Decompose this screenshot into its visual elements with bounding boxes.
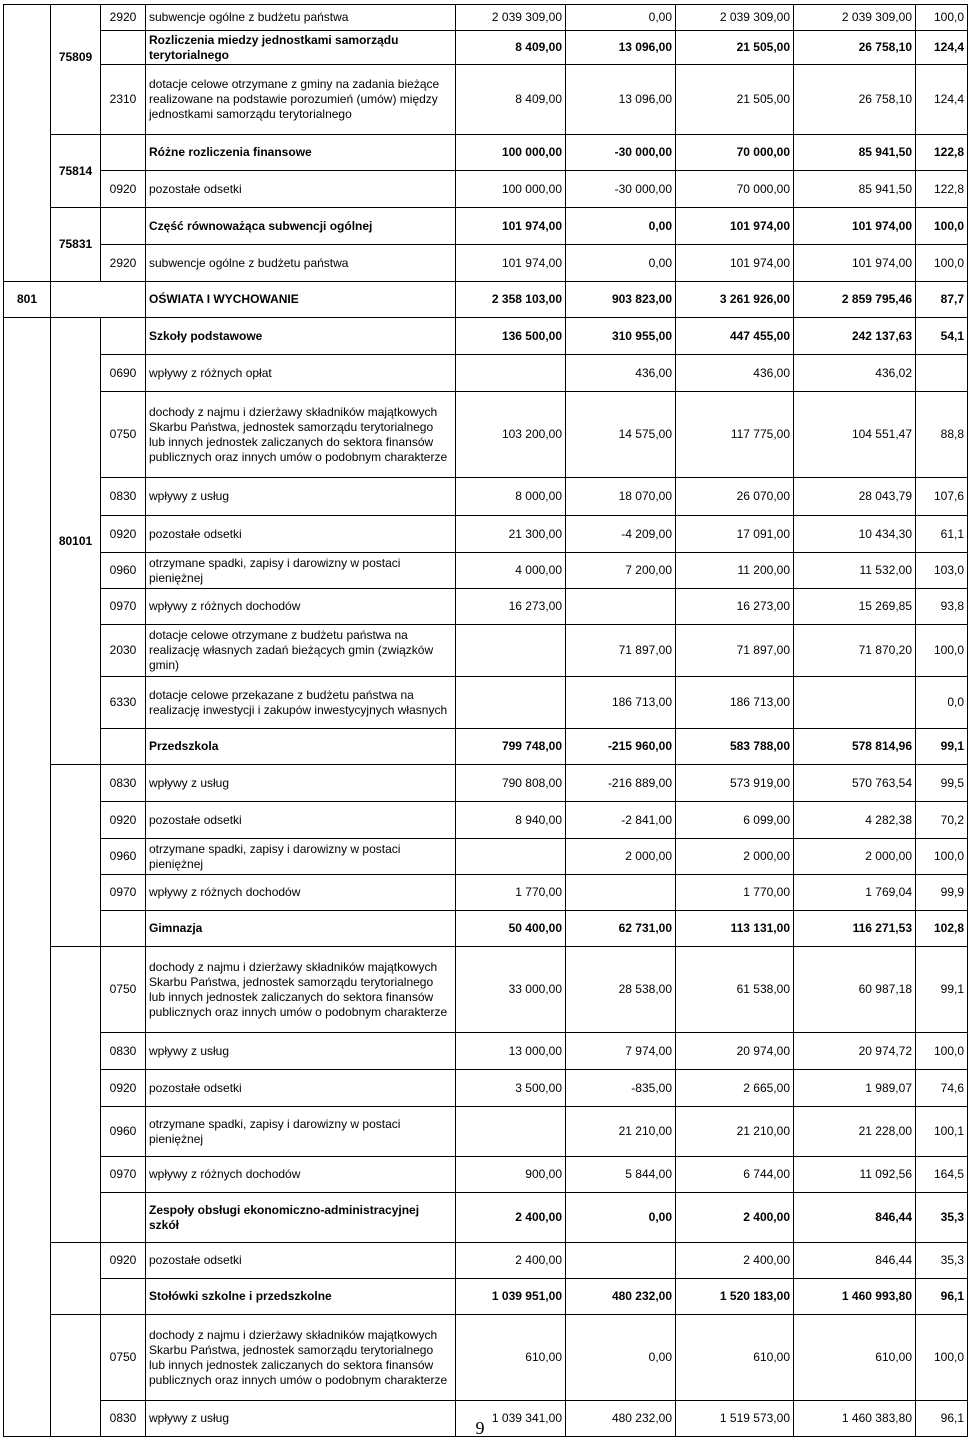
paragraf-description: dochody z najmu i dzierżawy składników majątkowych Skarbu Państwa, jednostek samorządu terytorialnego lub innych jednostek zaliczanych do sektora finansów publicznych oraz innych umów o podobnym charakterze bbox=[146, 947, 456, 1033]
change-value: 28 538,00 bbox=[566, 947, 676, 1033]
percent-value: 100,0 bbox=[916, 208, 968, 245]
change-value: 0,00 bbox=[566, 1193, 676, 1243]
percent-value: 99,9 bbox=[916, 875, 968, 911]
execution-value: 85 941,50 bbox=[794, 171, 916, 208]
plan-value: 2 400,00 bbox=[456, 1243, 566, 1279]
plan-value: 101 974,00 bbox=[456, 208, 566, 245]
execution-value: 1 460 993,80 bbox=[794, 1279, 916, 1315]
plan-after-change-value: 2 400,00 bbox=[676, 1193, 794, 1243]
change-value: 71 897,00 bbox=[566, 625, 676, 677]
plan-after-change-value: 61 538,00 bbox=[676, 947, 794, 1033]
table-row bbox=[4, 135, 968, 171]
table-body bbox=[4, 5, 968, 1437]
change-value: 436,00 bbox=[566, 355, 676, 392]
paragraf-description: wpływy z różnych opłat bbox=[146, 355, 456, 392]
plan-after-change-value: 583 788,00 bbox=[676, 729, 794, 765]
execution-value: 10 434,30 bbox=[794, 516, 916, 553]
plan-value: 103 200,00 bbox=[456, 392, 566, 478]
table-row bbox=[4, 478, 968, 516]
paragraf-description: otrzymane spadki, zapisy i darowizny w postaci pieniężnej bbox=[146, 839, 456, 875]
plan-after-change-value: 21 505,00 bbox=[676, 65, 794, 135]
percent-value: 99,5 bbox=[916, 765, 968, 802]
section-title: Stołówki szkolne i przedszkolne bbox=[146, 1279, 456, 1315]
plan-value: 33 000,00 bbox=[456, 947, 566, 1033]
paragraf-description: pozostałe odsetki bbox=[146, 516, 456, 553]
plan-value: 2 400,00 bbox=[456, 1193, 566, 1243]
table-row bbox=[4, 1157, 968, 1193]
change-value: 13 096,00 bbox=[566, 31, 676, 65]
paragraf-code: 0960 bbox=[101, 1107, 146, 1157]
plan-after-change-value: 1 519 573,00 bbox=[676, 1401, 794, 1437]
execution-value: 71 870,20 bbox=[794, 625, 916, 677]
execution-value: 116 271,53 bbox=[794, 911, 916, 947]
table-row bbox=[4, 282, 968, 318]
plan-after-change-value: 2 400,00 bbox=[676, 1243, 794, 1279]
percent-value: 61,1 bbox=[916, 516, 968, 553]
paragraf-code: 0920 bbox=[101, 516, 146, 553]
plan-value: 2 039 309,00 bbox=[456, 5, 566, 31]
change-value: 186 713,00 bbox=[566, 677, 676, 729]
plan-after-change-value: 6 744,00 bbox=[676, 1157, 794, 1193]
plan-value: 8 409,00 bbox=[456, 31, 566, 65]
paragraf-code: 6330 bbox=[101, 677, 146, 729]
percent-value: 96,1 bbox=[916, 1401, 968, 1437]
section-title: Przedszkola bbox=[146, 729, 456, 765]
dzial-code: 801 bbox=[4, 282, 51, 318]
change-value: 480 232,00 bbox=[566, 1279, 676, 1315]
execution-value: 20 974,72 bbox=[794, 1033, 916, 1070]
rozdzial-code bbox=[51, 1243, 101, 1315]
percent-value: 35,3 bbox=[916, 1243, 968, 1279]
plan-after-change-value: 26 070,00 bbox=[676, 478, 794, 516]
execution-value: 11 092,56 bbox=[794, 1157, 916, 1193]
plan-value: 1 039 951,00 bbox=[456, 1279, 566, 1315]
table-row bbox=[4, 1315, 968, 1401]
plan-value bbox=[456, 677, 566, 729]
percent-value: 87,7 bbox=[916, 282, 968, 318]
percent-value: 164,5 bbox=[916, 1157, 968, 1193]
percent-value: 96,1 bbox=[916, 1279, 968, 1315]
paragraf-description: dotacje celowe otrzymane z budżetu państwa na realizację własnych zadań bieżących gmin (związków gmin) bbox=[146, 625, 456, 677]
plan-after-change-value: 21 210,00 bbox=[676, 1107, 794, 1157]
change-value: 310 955,00 bbox=[566, 318, 676, 355]
change-value: -835,00 bbox=[566, 1070, 676, 1107]
execution-value: 610,00 bbox=[794, 1315, 916, 1401]
change-value: -216 889,00 bbox=[566, 765, 676, 802]
change-value: 480 232,00 bbox=[566, 1401, 676, 1437]
percent-value: 100,0 bbox=[916, 5, 968, 31]
paragraf-code bbox=[101, 1279, 146, 1315]
paragraf-code: 0750 bbox=[101, 1315, 146, 1401]
plan-value: 790 808,00 bbox=[456, 765, 566, 802]
plan-after-change-value: 11 200,00 bbox=[676, 553, 794, 589]
paragraf-code: 0830 bbox=[101, 1401, 146, 1437]
percent-value: 102,8 bbox=[916, 911, 968, 947]
percent-value: 88,8 bbox=[916, 392, 968, 478]
percent-value: 93,8 bbox=[916, 589, 968, 625]
plan-value: 21 300,00 bbox=[456, 516, 566, 553]
table-row bbox=[4, 31, 968, 65]
plan-value: 900,00 bbox=[456, 1157, 566, 1193]
paragraf-code: 0970 bbox=[101, 1157, 146, 1193]
execution-value: 11 532,00 bbox=[794, 553, 916, 589]
paragraf-description: dochody z najmu i dzierżawy składników majątkowych Skarbu Państwa, jednostek samorządu terytorialnego lub innych jednostek zaliczanych do sektora finansów publicznych oraz innych umów o podobnym charakterze bbox=[146, 392, 456, 478]
table-row bbox=[4, 911, 968, 947]
paragraf-description: wpływy z usług bbox=[146, 1033, 456, 1070]
percent-value: 124,4 bbox=[916, 31, 968, 65]
paragraf-description: pozostałe odsetki bbox=[146, 1243, 456, 1279]
dzial-cell bbox=[4, 5, 51, 282]
paragraf-code bbox=[101, 318, 146, 355]
change-value bbox=[566, 589, 676, 625]
paragraf-code: 2920 bbox=[101, 245, 146, 282]
paragraf-description: dochody z najmu i dzierżawy składników majątkowych Skarbu Państwa, jednostek samorządu terytorialnego lub innych jednostek zaliczanych do sektora finansów publicznych oraz innych umów o podobnym charakterze bbox=[146, 1315, 456, 1401]
plan-value: 13 000,00 bbox=[456, 1033, 566, 1070]
table-row bbox=[4, 729, 968, 765]
plan-value: 4 000,00 bbox=[456, 553, 566, 589]
percent-value: 99,1 bbox=[916, 947, 968, 1033]
table-row bbox=[4, 839, 968, 875]
paragraf-code: 0830 bbox=[101, 478, 146, 516]
section-title: Gimnazja bbox=[146, 911, 456, 947]
percent-value: 122,8 bbox=[916, 171, 968, 208]
section-title: Zespoły obsługi ekonomiczno-administracyjnej szkół bbox=[146, 1193, 456, 1243]
execution-value: 1 460 383,80 bbox=[794, 1401, 916, 1437]
change-value: 0,00 bbox=[566, 1315, 676, 1401]
plan-after-change-value: 436,00 bbox=[676, 355, 794, 392]
execution-value: 2 859 795,46 bbox=[794, 282, 916, 318]
table-row bbox=[4, 553, 968, 589]
plan-value: 100 000,00 bbox=[456, 171, 566, 208]
table-row bbox=[4, 5, 968, 31]
plan-value: 610,00 bbox=[456, 1315, 566, 1401]
execution-value: 570 763,54 bbox=[794, 765, 916, 802]
section-title: Rozliczenia miedzy jednostkami samorządu terytorialnego bbox=[146, 31, 456, 65]
execution-value: 846,44 bbox=[794, 1243, 916, 1279]
paragraf-code: 0960 bbox=[101, 839, 146, 875]
paragraf-code: 0920 bbox=[101, 1070, 146, 1107]
plan-value: 8 409,00 bbox=[456, 65, 566, 135]
rozdzial-code: 80101 bbox=[51, 318, 101, 765]
percent-value: 100,0 bbox=[916, 1033, 968, 1070]
table-row bbox=[4, 947, 968, 1033]
table-row bbox=[4, 516, 968, 553]
paragraf-code bbox=[101, 135, 146, 171]
percent-value bbox=[916, 355, 968, 392]
table-row bbox=[4, 1107, 968, 1157]
paragraf-code: 0830 bbox=[101, 1033, 146, 1070]
plan-after-change-value: 3 261 926,00 bbox=[676, 282, 794, 318]
table-row bbox=[4, 318, 968, 355]
plan-value: 1 770,00 bbox=[456, 875, 566, 911]
execution-value: 242 137,63 bbox=[794, 318, 916, 355]
percent-value: 100,0 bbox=[916, 839, 968, 875]
table-row bbox=[4, 245, 968, 282]
change-value: 21 210,00 bbox=[566, 1107, 676, 1157]
table-row bbox=[4, 65, 968, 135]
paragraf-description: pozostałe odsetki bbox=[146, 1070, 456, 1107]
paragraf-code bbox=[101, 208, 146, 245]
execution-value: 26 758,10 bbox=[794, 65, 916, 135]
percent-value: 70,2 bbox=[916, 802, 968, 839]
paragraf-code: 0690 bbox=[101, 355, 146, 392]
change-value: 18 070,00 bbox=[566, 478, 676, 516]
paragraf-description: subwencje ogólne z budżetu państwa bbox=[146, 5, 456, 31]
percent-value: 99,1 bbox=[916, 729, 968, 765]
percent-value: 124,4 bbox=[916, 65, 968, 135]
table-row bbox=[4, 1070, 968, 1107]
change-value: -4 209,00 bbox=[566, 516, 676, 553]
table-row bbox=[4, 355, 968, 392]
paragraf-code: 2920 bbox=[101, 5, 146, 31]
change-value: 7 200,00 bbox=[566, 553, 676, 589]
rozdzial-code: 75831 bbox=[51, 208, 101, 282]
execution-value: 28 043,79 bbox=[794, 478, 916, 516]
section-title: Szkoły podstawowe bbox=[146, 318, 456, 355]
plan-value: 8 940,00 bbox=[456, 802, 566, 839]
plan-after-change-value: 2 665,00 bbox=[676, 1070, 794, 1107]
paragraf-code: 0750 bbox=[101, 947, 146, 1033]
empty-cell bbox=[51, 282, 146, 318]
paragraf-code: 0970 bbox=[101, 589, 146, 625]
change-value bbox=[566, 1243, 676, 1279]
paragraf-code: 2310 bbox=[101, 65, 146, 135]
paragraf-code: 0920 bbox=[101, 171, 146, 208]
change-value: -30 000,00 bbox=[566, 135, 676, 171]
paragraf-description: otrzymane spadki, zapisy i darowizny w postaci pieniężnej bbox=[146, 1107, 456, 1157]
execution-value: 104 551,47 bbox=[794, 392, 916, 478]
plan-value bbox=[456, 625, 566, 677]
table-row bbox=[4, 802, 968, 839]
plan-value: 101 974,00 bbox=[456, 245, 566, 282]
plan-after-change-value: 21 505,00 bbox=[676, 31, 794, 65]
percent-value: 35,3 bbox=[916, 1193, 968, 1243]
percent-value: 107,6 bbox=[916, 478, 968, 516]
paragraf-code: 0920 bbox=[101, 1243, 146, 1279]
rozdzial-code: 75809 bbox=[51, 5, 101, 135]
paragraf-code: 0920 bbox=[101, 802, 146, 839]
percent-value: 74,6 bbox=[916, 1070, 968, 1107]
percent-value: 100,0 bbox=[916, 1315, 968, 1401]
execution-value: 2 000,00 bbox=[794, 839, 916, 875]
percent-value: 100,1 bbox=[916, 1107, 968, 1157]
section-title: OŚWIATA I WYCHOWANIE bbox=[146, 282, 456, 318]
execution-value: 101 974,00 bbox=[794, 245, 916, 282]
plan-after-change-value: 2 039 309,00 bbox=[676, 5, 794, 31]
execution-value: 1 989,07 bbox=[794, 1070, 916, 1107]
change-value: -2 841,00 bbox=[566, 802, 676, 839]
table-row bbox=[4, 171, 968, 208]
change-value: 903 823,00 bbox=[566, 282, 676, 318]
change-value: -215 960,00 bbox=[566, 729, 676, 765]
rozdzial-code bbox=[51, 765, 101, 947]
plan-after-change-value: 101 974,00 bbox=[676, 208, 794, 245]
paragraf-description: wpływy z różnych dochodów bbox=[146, 1157, 456, 1193]
change-value: 13 096,00 bbox=[566, 65, 676, 135]
paragraf-code bbox=[101, 729, 146, 765]
change-value: -30 000,00 bbox=[566, 171, 676, 208]
change-value: 0,00 bbox=[566, 5, 676, 31]
percent-value: 122,8 bbox=[916, 135, 968, 171]
execution-value: 846,44 bbox=[794, 1193, 916, 1243]
change-value bbox=[566, 875, 676, 911]
paragraf-description: wpływy z różnych dochodów bbox=[146, 589, 456, 625]
plan-value bbox=[456, 1107, 566, 1157]
section-title: Część równoważąca subwencji ogólnej bbox=[146, 208, 456, 245]
paragraf-code: 0960 bbox=[101, 553, 146, 589]
table-row bbox=[4, 875, 968, 911]
plan-value: 1 039 341,00 bbox=[456, 1401, 566, 1437]
change-value: 2 000,00 bbox=[566, 839, 676, 875]
execution-value: 15 269,85 bbox=[794, 589, 916, 625]
table-row bbox=[4, 1279, 968, 1315]
percent-value: 103,0 bbox=[916, 553, 968, 589]
rozdzial-code bbox=[51, 947, 101, 1243]
change-value: 0,00 bbox=[566, 245, 676, 282]
plan-after-change-value: 117 775,00 bbox=[676, 392, 794, 478]
paragraf-code: 0970 bbox=[101, 875, 146, 911]
table-row bbox=[4, 1033, 968, 1070]
table-row bbox=[4, 392, 968, 478]
change-value: 62 731,00 bbox=[566, 911, 676, 947]
section-title: Różne rozliczenia finansowe bbox=[146, 135, 456, 171]
table-row bbox=[4, 208, 968, 245]
plan-value: 8 000,00 bbox=[456, 478, 566, 516]
budget-table bbox=[3, 4, 968, 1437]
execution-value: 578 814,96 bbox=[794, 729, 916, 765]
execution-value: 21 228,00 bbox=[794, 1107, 916, 1157]
plan-value: 50 400,00 bbox=[456, 911, 566, 947]
plan-after-change-value: 186 713,00 bbox=[676, 677, 794, 729]
plan-value bbox=[456, 355, 566, 392]
dzial-cell bbox=[4, 318, 51, 1437]
paragraf-description: dotacje celowe przekazane z budżetu państwa na realizację inwestycji i zakupów inwestycyjnych własnych bbox=[146, 677, 456, 729]
paragraf-code bbox=[101, 31, 146, 65]
change-value: 0,00 bbox=[566, 208, 676, 245]
paragraf-description: wpływy z usług bbox=[146, 1401, 456, 1437]
plan-value: 3 500,00 bbox=[456, 1070, 566, 1107]
paragraf-description: wpływy z usług bbox=[146, 765, 456, 802]
rozdzial-code: 75814 bbox=[51, 135, 101, 208]
execution-value bbox=[794, 677, 916, 729]
paragraf-description: pozostałe odsetki bbox=[146, 802, 456, 839]
execution-value: 4 282,38 bbox=[794, 802, 916, 839]
table-row bbox=[4, 677, 968, 729]
paragraf-code: 0750 bbox=[101, 392, 146, 478]
plan-value bbox=[456, 839, 566, 875]
percent-value: 100,0 bbox=[916, 625, 968, 677]
change-value: 14 575,00 bbox=[566, 392, 676, 478]
plan-after-change-value: 2 000,00 bbox=[676, 839, 794, 875]
paragraf-code: 2030 bbox=[101, 625, 146, 677]
plan-value: 136 500,00 bbox=[456, 318, 566, 355]
percent-value: 0,0 bbox=[916, 677, 968, 729]
plan-after-change-value: 573 919,00 bbox=[676, 765, 794, 802]
plan-value: 799 748,00 bbox=[456, 729, 566, 765]
paragraf-code bbox=[101, 1193, 146, 1243]
plan-after-change-value: 610,00 bbox=[676, 1315, 794, 1401]
plan-after-change-value: 113 131,00 bbox=[676, 911, 794, 947]
execution-value: 26 758,10 bbox=[794, 31, 916, 65]
paragraf-code: 0830 bbox=[101, 765, 146, 802]
plan-value: 2 358 103,00 bbox=[456, 282, 566, 318]
table-row bbox=[4, 625, 968, 677]
plan-after-change-value: 17 091,00 bbox=[676, 516, 794, 553]
execution-value: 85 941,50 bbox=[794, 135, 916, 171]
paragraf-description: dotacje celowe otrzymane z gminy na zadania bieżące realizowane na podstawie porozumień (umów) między jednostkami samorządu terytorialnego bbox=[146, 65, 456, 135]
plan-value: 16 273,00 bbox=[456, 589, 566, 625]
plan-after-change-value: 16 273,00 bbox=[676, 589, 794, 625]
plan-value: 100 000,00 bbox=[456, 135, 566, 171]
change-value: 7 974,00 bbox=[566, 1033, 676, 1070]
execution-value: 101 974,00 bbox=[794, 208, 916, 245]
execution-value: 2 039 309,00 bbox=[794, 5, 916, 31]
percent-value: 100,0 bbox=[916, 245, 968, 282]
plan-after-change-value: 20 974,00 bbox=[676, 1033, 794, 1070]
table-row bbox=[4, 1193, 968, 1243]
plan-after-change-value: 1 770,00 bbox=[676, 875, 794, 911]
paragraf-description: pozostałe odsetki bbox=[146, 171, 456, 208]
plan-after-change-value: 6 099,00 bbox=[676, 802, 794, 839]
paragraf-description: wpływy z różnych dochodów bbox=[146, 875, 456, 911]
plan-after-change-value: 101 974,00 bbox=[676, 245, 794, 282]
paragraf-code bbox=[101, 911, 146, 947]
plan-after-change-value: 447 455,00 bbox=[676, 318, 794, 355]
table-row bbox=[4, 589, 968, 625]
plan-after-change-value: 70 000,00 bbox=[676, 135, 794, 171]
paragraf-description: otrzymane spadki, zapisy i darowizny w postaci pieniężnej bbox=[146, 553, 456, 589]
plan-after-change-value: 70 000,00 bbox=[676, 171, 794, 208]
percent-value: 54,1 bbox=[916, 318, 968, 355]
execution-value: 1 769,04 bbox=[794, 875, 916, 911]
execution-value: 60 987,18 bbox=[794, 947, 916, 1033]
table-row bbox=[4, 1243, 968, 1279]
plan-after-change-value: 71 897,00 bbox=[676, 625, 794, 677]
change-value: 5 844,00 bbox=[566, 1157, 676, 1193]
plan-after-change-value: 1 520 183,00 bbox=[676, 1279, 794, 1315]
paragraf-description: subwencje ogólne z budżetu państwa bbox=[146, 245, 456, 282]
table-row bbox=[4, 765, 968, 802]
paragraf-description: wpływy z usług bbox=[146, 478, 456, 516]
page-number: 9 bbox=[475, 1418, 485, 1438]
execution-value: 436,02 bbox=[794, 355, 916, 392]
